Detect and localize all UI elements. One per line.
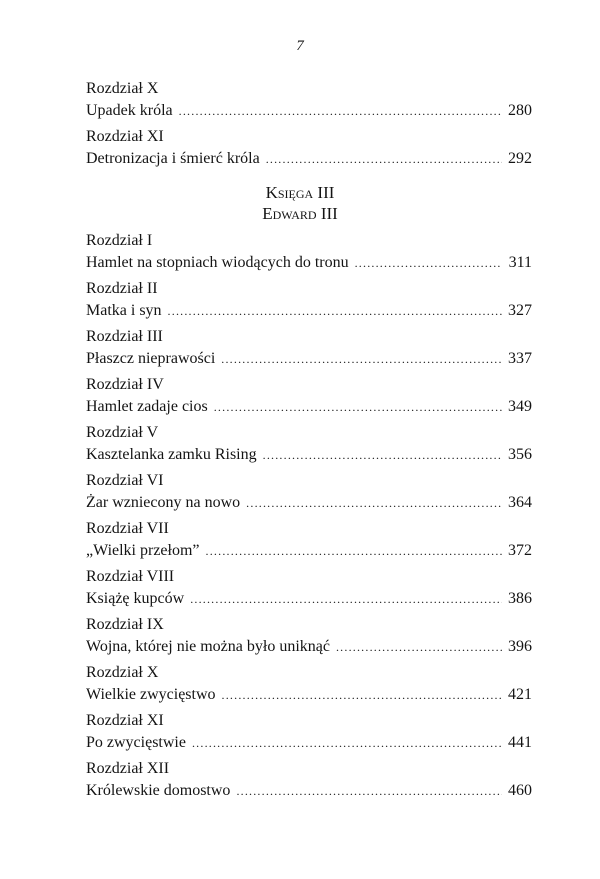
chapter-title: Książę kupców [86,590,185,607]
chapter-title: Królewskie domostwo [86,782,231,799]
chapter-label: Rozdział VIII [86,568,175,585]
dot-leader [266,148,502,170]
toc-entry [86,326,532,374]
toc-line [86,300,532,322]
chapter-label: Rozdział V [86,424,159,441]
page-ref: 386 [508,590,532,607]
page-ref: 349 [508,398,532,415]
toc-entry [86,78,532,126]
chapter-label: Rozdział XI [86,712,164,729]
toc-line [86,444,532,466]
toc-entry [86,278,532,326]
dot-leader [246,492,502,514]
chapter-title: Żar wzniecony na nowo [86,494,241,511]
page-ref: 421 [508,686,532,703]
toc-line [86,100,532,122]
chapter-title: Płaszcz nieprawości [86,350,216,367]
chapter-label: Rozdział III [86,328,163,345]
chapter-title: Kasztelanka zamku Rising [86,446,257,463]
toc-line [86,780,532,802]
dot-leader [263,444,502,466]
chapter-label: Rozdział X [86,664,159,681]
dot-leader [179,100,502,122]
toc-entry [86,710,532,758]
chapter-label: Rozdział IX [86,616,164,633]
dot-leader [192,732,502,754]
toc-entry [86,518,532,566]
chapter-label: Rozdział XII [86,760,170,777]
toc-entry [86,470,532,518]
toc-line [86,684,532,706]
page-ref: 280 [508,102,532,119]
dot-leader [221,348,502,370]
page-number: 7 [296,38,304,54]
page-ref: 327 [508,302,532,319]
toc-section-after [86,230,532,806]
page-ref: 356 [508,446,532,463]
dot-leader [214,396,502,418]
dot-leader [190,588,502,610]
toc-line [86,148,532,170]
toc-line [86,732,532,754]
page-ref: 311 [508,254,532,271]
page-ref: 292 [508,150,532,167]
dot-leader [222,684,502,706]
toc-line [86,588,532,610]
chapter-title: Wielkie zwycięstwo [86,686,216,703]
chapter-label: Rozdział IV [86,376,164,393]
chapter-label: Rozdział XI [86,128,164,145]
toc-line [86,492,532,514]
toc-entry [86,126,532,174]
toc-entry [86,422,532,470]
chapter-title: Matka i syn [86,302,162,319]
chapter-label: Rozdział I [86,232,153,249]
page-ref: 337 [508,350,532,367]
chapter-title: „Wielki przełom” [86,542,200,559]
toc-entry [86,758,532,806]
toc-entry [86,230,532,278]
chapter-label: Rozdział VI [86,472,164,489]
dot-leader [236,780,502,802]
toc-line [86,252,532,274]
toc-entry [86,374,532,422]
toc-line [86,540,532,562]
toc-line [86,396,532,418]
dot-leader [355,252,502,274]
chapter-title: Po zwycięstwie [86,734,186,751]
toc-section-before [86,78,532,174]
page-ref: 372 [508,542,532,559]
toc-line [86,348,532,370]
chapter-label: Rozdział VII [86,520,169,537]
chapter-label: Rozdział X [86,80,159,97]
toc-entry [86,566,532,614]
toc-entry [86,614,532,662]
dot-leader [206,540,502,562]
page-ref: 460 [508,782,532,799]
page-ref: 364 [508,494,532,511]
page-ref: 441 [508,734,532,751]
chapter-title: Hamlet na stopniach wiodących do tronu [86,254,349,271]
toc-line [86,636,532,658]
chapter-title: Hamlet zadaje cios [86,398,208,415]
dot-leader [336,636,502,658]
page-ref: 396 [508,638,532,655]
chapter-label: Rozdział II [86,280,158,297]
chapter-title: Upadek króla [86,102,173,119]
chapter-title: Wojna, której nie można było uniknąć [86,638,330,655]
book-name: Edward III [262,204,338,223]
book-label: Księga III [265,183,335,202]
toc-entry [86,662,532,710]
dot-leader [168,300,502,322]
chapter-title: Detronizacja i śmierć króla [86,150,260,167]
